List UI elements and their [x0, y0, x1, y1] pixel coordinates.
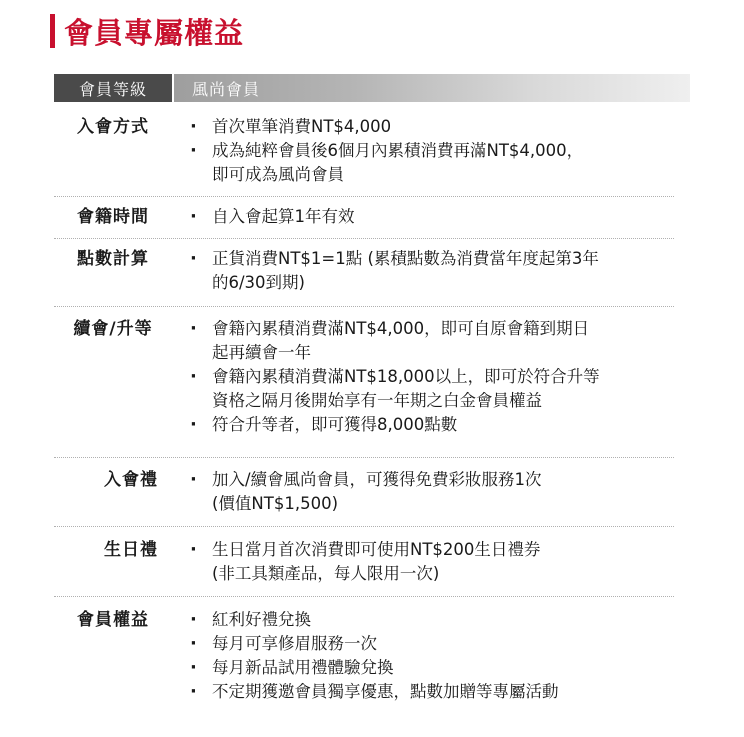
list-item: · 自入會起算1年有效 [188, 205, 674, 229]
list-item: · 紅利好禮兌換 [188, 608, 674, 632]
row-divider [54, 238, 674, 239]
row-label: 入會方式 [77, 117, 149, 137]
list-item: · 正貨消費NT$1=1點 (累積點數為消費當年度起第3年 [188, 247, 674, 271]
title-accent-bar [50, 14, 55, 48]
row-content [188, 317, 674, 437]
row-content [188, 205, 674, 229]
list-item: · 不定期獲邀會員獨享優惠，點數加贈等專屬活動 [188, 680, 674, 704]
row-divider [54, 457, 674, 458]
list-item-continued: 即可成為風尚會員 [212, 165, 344, 184]
row-label: 續會/升等 [73, 319, 153, 339]
row-content [188, 538, 674, 586]
list-item-continued: (價值NT$1,500) [212, 494, 339, 513]
list-item: · 會籍內累積消費滿NT$18,000以上，即可於符合升等 [188, 365, 674, 389]
list-item-continued: 起再續會一年 [212, 343, 311, 362]
list-item: · 首次單筆消費NT$4,000 [188, 115, 674, 139]
header-level-value: 風尚會員 [174, 74, 690, 102]
list-item: · 成為純粹會員後6個月內累積消費再滿NT$4,000， [188, 139, 674, 163]
row-label: 入會禮 [104, 470, 158, 490]
row-divider [54, 306, 674, 307]
header-level-label: 會員等級 [54, 74, 172, 102]
row-label: 會籍時間 [77, 207, 149, 227]
row-content [188, 115, 674, 187]
list-item: · 加入/續會風尚會員，可獲得免費彩妝服務1次 [188, 468, 674, 492]
list-item: · 會籍內累積消費滿NT$4,000，即可自原會籍到期日 [188, 317, 674, 341]
row-label: 生日禮 [104, 540, 158, 560]
list-item: · 每月新品試用禮體驗兌換 [188, 656, 674, 680]
list-item-continued: 的6/30到期) [212, 273, 305, 292]
row-content [188, 468, 674, 516]
list-item: · 符合升等者，即可獲得8,000點數 [188, 413, 674, 437]
list-item-continued: 資格之隔月後開始享有一年期之白金會員權益 [212, 391, 542, 410]
row-content [188, 247, 674, 295]
row-content [188, 608, 674, 704]
row-label: 點數計算 [77, 249, 149, 269]
row-divider [54, 596, 674, 597]
row-label: 會員權益 [77, 610, 149, 630]
list-item-continued: (非工具類產品，每人限用一次) [212, 564, 440, 583]
page-title-block [50, 12, 244, 50]
row-divider [54, 196, 674, 197]
table-header [54, 74, 690, 102]
row-divider [54, 526, 674, 527]
list-item: · 每月可享修眉服務一次 [188, 632, 674, 656]
page-title: 會員專屬權益 [64, 15, 245, 50]
list-item: · 生日當月首次消費即可使用NT$200生日禮券 [188, 538, 674, 562]
